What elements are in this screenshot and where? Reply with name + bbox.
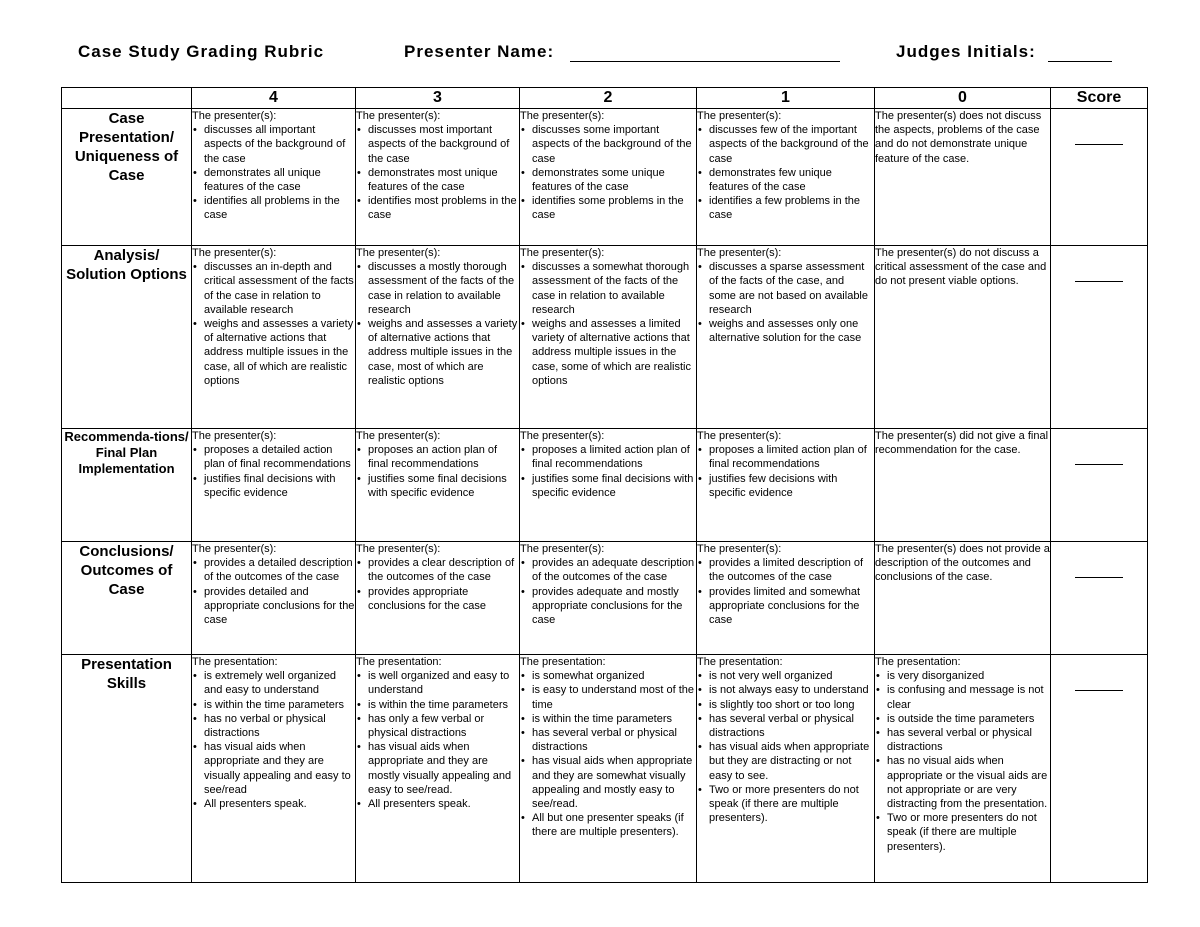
list-item: • provides an adequate description of the outcomes of the case (520, 556, 696, 584)
cell-bullet-list (356, 123, 519, 222)
presenter-name-label: Presenter Name: (404, 42, 555, 61)
column-header-4: 4 (192, 88, 356, 109)
list-item: • provides a limited description of the outcomes of the case (697, 556, 874, 584)
cell-bullet-list (520, 123, 696, 222)
rubric-cell (520, 429, 697, 542)
list-item: • has visual aids when appropriate and they are mostly visually appealing and easy to see/read. (356, 740, 519, 797)
cell-bullet-list (356, 556, 519, 613)
rubric-cell (192, 246, 356, 429)
cell-intro: The presenter(s): (697, 247, 782, 259)
cell-intro: The presenter(s): (520, 110, 605, 122)
list-item: • discusses all important aspects of the background of the case (192, 123, 355, 166)
list-item: • has several verbal or physical distractions (697, 712, 874, 740)
rubric-header (0, 42, 1200, 66)
cell-intro: The presentation: (356, 656, 442, 668)
column-header-2: 2 (520, 88, 697, 109)
list-item: • is within the time parameters (356, 698, 519, 712)
cell-intro: The presenter(s): (356, 110, 441, 122)
cell-bullet-list (356, 443, 519, 500)
list-item: • discusses a mostly thorough assessment of the facts of the case in relation to available research (356, 260, 519, 317)
list-item: • justifies few decisions with specific evidence (697, 472, 874, 500)
cell-bullet-list (520, 260, 696, 388)
column-header-1: 1 (697, 88, 875, 109)
cell-intro: The presenter(s): (192, 543, 277, 555)
score-input-line[interactable] (1075, 463, 1123, 465)
list-item: • demonstrates all unique features of the case (192, 166, 355, 194)
list-item: • Two or more presenters do not speak (if there are multiple presenters). (697, 783, 874, 826)
cell-intro: The presenter(s) do not discuss a critical assessment of the case and do not present viable options. (875, 247, 1047, 288)
rubric-cell (697, 429, 875, 542)
rubric-cell (356, 429, 520, 542)
list-item: • identifies a few problems in the case (697, 194, 874, 222)
list-item: • is outside the time parameters (875, 712, 1050, 726)
rubric-cell (520, 655, 697, 883)
judges-initials-field[interactable] (1048, 61, 1112, 62)
table-row (62, 655, 1148, 883)
cell-bullet-list (520, 443, 696, 500)
list-item: • proposes a detailed action plan of final recommendations (192, 443, 355, 471)
list-item: • proposes a limited action plan of final recommendations (520, 443, 696, 471)
list-item: • All presenters speak. (356, 797, 519, 811)
list-item: • discusses few of the important aspects of the background of the case (697, 123, 874, 166)
list-item: • proposes an action plan of final recommendations (356, 443, 519, 471)
cell-intro: The presentation: (875, 656, 961, 668)
cell-bullet-list (520, 669, 696, 839)
cell-bullet-list (192, 260, 355, 388)
score-cell (1051, 109, 1148, 246)
column-header-3: 3 (356, 88, 520, 109)
rubric-cell (192, 429, 356, 542)
list-item: • is within the time parameters (192, 698, 355, 712)
list-item: • is extremely well organized and easy to understand (192, 669, 355, 697)
list-item: • identifies some problems in the case (520, 194, 696, 222)
list-item: • is well organized and easy to understand (356, 669, 519, 697)
list-item: • provides limited and somewhat appropriate conclusions for the case (697, 585, 874, 628)
cell-bullet-list (356, 260, 519, 388)
cell-intro: The presenter(s): (192, 247, 277, 259)
list-item: • is very disorganized (875, 669, 1050, 683)
rubric-cell (875, 542, 1051, 655)
cell-bullet-list (697, 443, 874, 500)
list-item: • discusses an in-depth and critical assessment of the facts of the case in relation to available research (192, 260, 355, 317)
cell-intro: The presenter(s): (192, 110, 277, 122)
list-item: • has several verbal or physical distractions (520, 726, 696, 754)
list-item: • provides appropriate conclusions for the case (356, 585, 519, 613)
list-item: • identifies most problems in the case (356, 194, 519, 222)
column-header-criteria (62, 88, 192, 109)
list-item: • has no visual aids when appropriate or the visual aids are not appropriate or are very distracting from the presentation. (875, 754, 1050, 811)
cell-bullet-list (697, 556, 874, 627)
cell-bullet-list (697, 260, 874, 345)
cell-intro: The presentation: (192, 656, 278, 668)
rubric-cell (697, 109, 875, 246)
list-item: • has visual aids when appropriate and they are somewhat visually appealing and mostly easy to see/read. (520, 754, 696, 811)
list-item: • justifies some final decisions with specific evidence (520, 472, 696, 500)
score-input-line[interactable] (1075, 576, 1123, 578)
rubric-cell (192, 109, 356, 246)
column-header-0: 0 (875, 88, 1051, 109)
rubric-cell (520, 542, 697, 655)
list-item: • identifies all problems in the case (192, 194, 355, 222)
score-input-line[interactable] (1075, 280, 1123, 282)
cell-intro: The presenter(s): (356, 430, 441, 442)
rubric-cell (697, 655, 875, 883)
table-row (62, 109, 1148, 246)
list-item: • is easy to understand most of the time (520, 683, 696, 711)
rubric-cell (520, 246, 697, 429)
list-item: • has visual aids when appropriate but they are distracting or not easy to see. (697, 740, 874, 783)
list-item: • is confusing and message is not clear (875, 683, 1050, 711)
rubric-cell (875, 246, 1051, 429)
list-item: • discusses most important aspects of the background of the case (356, 123, 519, 166)
list-item: • discusses a sparse assessment of the facts of the case, and some are not based on available research (697, 260, 874, 317)
criterion-label: Analysis/ Solution Options (62, 246, 192, 429)
criterion-label: Case Presentation/ Uniqueness of Case (62, 109, 192, 246)
score-cell (1051, 246, 1148, 429)
list-item: • has only a few verbal or physical distractions (356, 712, 519, 740)
rubric-cell (520, 109, 697, 246)
rubric-cell (356, 655, 520, 883)
cell-bullet-list (192, 123, 355, 222)
cell-intro: The presenter(s): (697, 430, 782, 442)
list-item: • weighs and assesses a variety of alternative actions that address multiple issues in the case, all of which are realistic options (192, 317, 355, 388)
rubric-cell (192, 542, 356, 655)
score-cell (1051, 542, 1148, 655)
judges-initials-label: Judges Initials: (896, 42, 1036, 61)
presenter-name-field[interactable] (570, 61, 840, 62)
cell-bullet-list (697, 123, 874, 222)
criterion-label: Conclusions/ Outcomes of Case (62, 542, 192, 655)
rubric-cell (875, 109, 1051, 246)
cell-intro: The presenter(s): (520, 543, 605, 555)
cell-bullet-list (520, 556, 696, 627)
list-item: • is somewhat organized (520, 669, 696, 683)
list-item: • provides adequate and mostly appropriate conclusions for the case (520, 585, 696, 628)
cell-intro: The presenter(s): (697, 110, 782, 122)
list-item: • Two or more presenters do not speak (if there are multiple presenters). (875, 811, 1050, 854)
cell-intro: The presenter(s) did not give a final recommendation for the case. (875, 430, 1049, 457)
rubric-cell (356, 109, 520, 246)
list-item: • is slightly too short or too long (697, 698, 874, 712)
score-cell (1051, 429, 1148, 542)
cell-intro: The presenter(s): (356, 543, 441, 555)
cell-intro: The presenter(s): (520, 247, 605, 259)
list-item: • is within the time parameters (520, 712, 696, 726)
document-title: Case Study Grading Rubric (78, 42, 325, 61)
cell-intro: The presenter(s): (697, 543, 782, 555)
list-item: • weighs and assesses only one alternative solution for the case (697, 317, 874, 345)
cell-bullet-list (192, 443, 355, 500)
rubric-cell (697, 542, 875, 655)
rubric-cell (356, 246, 520, 429)
cell-intro: The presenter(s) does not discuss the aspects, problems of the case and do not demonstrate unique feature of the case. (875, 110, 1042, 165)
list-item: • provides a clear description of the outcomes of the case (356, 556, 519, 584)
list-item: • has visual aids when appropriate and they are visually appealing and easy to see/read (192, 740, 355, 797)
header-row (62, 88, 1148, 109)
list-item: • justifies final decisions with specific evidence (192, 472, 355, 500)
cell-intro: The presentation: (697, 656, 783, 668)
criterion-label: Presentation Skills (62, 655, 192, 883)
rubric-cell (192, 655, 356, 883)
column-header-score: Score (1051, 88, 1148, 109)
cell-intro: The presenter(s): (520, 430, 605, 442)
list-item: • has no verbal or physical distractions (192, 712, 355, 740)
rubric-cell (875, 655, 1051, 883)
table-row (62, 542, 1148, 655)
score-input-line[interactable] (1075, 143, 1123, 145)
list-item: • discusses some important aspects of the background of the case (520, 123, 696, 166)
cell-intro: The presenter(s) does not provide a description of the outcomes and conclusions of the case. (875, 543, 1050, 584)
score-cell (1051, 655, 1148, 883)
list-item: • weighs and assesses a limited variety of alternative actions that address multiple issues in the case, some of which are realistic options (520, 317, 696, 388)
list-item: • provides a detailed description of the outcomes of the case (192, 556, 355, 584)
table-row (62, 429, 1148, 542)
list-item: • weighs and assesses a variety of alternative actions that address multiple issues in the case, most of which are realistic options (356, 317, 519, 388)
table-row (62, 246, 1148, 429)
cell-intro: The presenter(s): (356, 247, 441, 259)
list-item: • provides detailed and appropriate conclusions for the case (192, 585, 355, 628)
list-item: • discusses a somewhat thorough assessment of the facts of the case in relation to available research (520, 260, 696, 317)
list-item: • demonstrates few unique features of the case (697, 166, 874, 194)
list-item: • is not always easy to understand (697, 683, 874, 697)
cell-bullet-list (875, 669, 1050, 854)
list-item: • demonstrates some unique features of the case (520, 166, 696, 194)
list-item: • demonstrates most unique features of the case (356, 166, 519, 194)
criterion-label: Recommenda-tions/ Final Plan Implementation (62, 429, 192, 542)
rubric-cell (356, 542, 520, 655)
rubric-cell (697, 246, 875, 429)
rubric-table (61, 87, 1148, 883)
cell-bullet-list (356, 669, 519, 811)
cell-intro: The presentation: (520, 656, 606, 668)
list-item: • proposes a limited action plan of final recommendations (697, 443, 874, 471)
cell-bullet-list (192, 669, 355, 811)
list-item: • justifies some final decisions with specific evidence (356, 472, 519, 500)
cell-bullet-list (697, 669, 874, 825)
score-input-line[interactable] (1075, 689, 1123, 691)
cell-intro: The presenter(s): (192, 430, 277, 442)
list-item: • has several verbal or physical distractions (875, 726, 1050, 754)
list-item: • All but one presenter speaks (if there are multiple presenters). (520, 811, 696, 839)
list-item: • All presenters speak. (192, 797, 355, 811)
rubric-cell (875, 429, 1051, 542)
cell-bullet-list (192, 556, 355, 627)
list-item: • is not very well organized (697, 669, 874, 683)
